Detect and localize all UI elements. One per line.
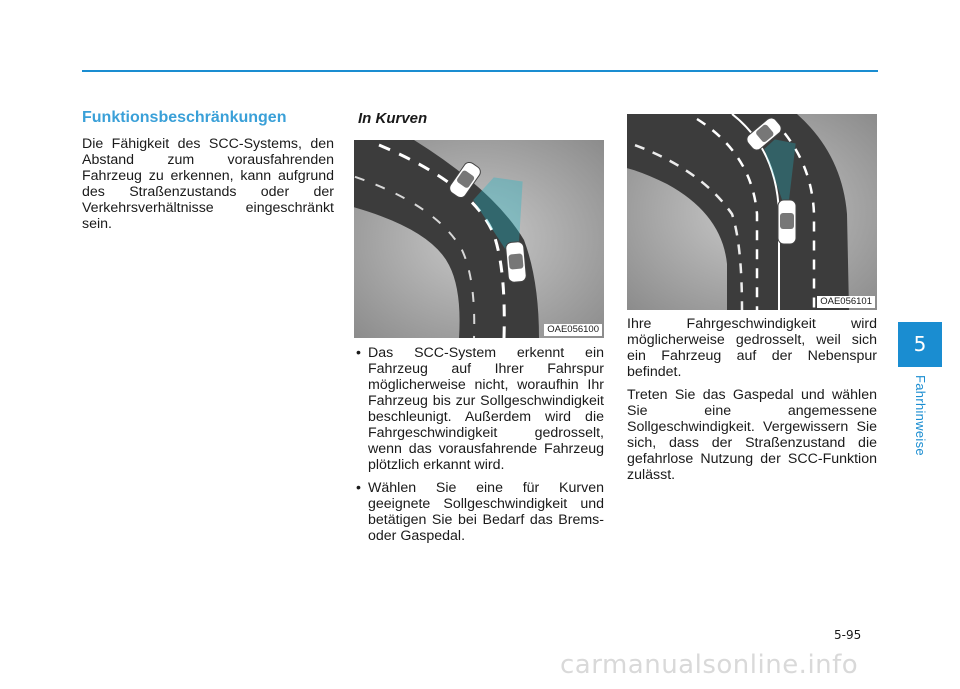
curve-illustration-two-lanes bbox=[627, 114, 877, 310]
section-title: Funktionsbeschränkungen bbox=[82, 109, 287, 126]
list-item: • Wählen Sie eine für Kurven geeignete Sollgeschwindigkeit und betätigen Sie bei Bedarf das Brems- oder Gaspedal. bbox=[354, 480, 604, 544]
bullet-list bbox=[354, 345, 604, 544]
page-number: 5-95 bbox=[834, 628, 862, 642]
figure-code: OAE056100 bbox=[544, 324, 602, 336]
right-column-text bbox=[627, 316, 877, 490]
left-column bbox=[82, 110, 334, 239]
subsection-title: In Kurven bbox=[358, 110, 428, 127]
header-rule bbox=[82, 70, 878, 72]
list-item: • Das SCC-System erkennt ein Fahrzeug auf Ihrer Fahrspur möglicherweise nicht, woraufhin Ihr Fahrzeug bis zur Sollgeschwindigkeit beschleunigt. Außerdem wird die Fahrgeschwindigkeit gedrosselt, wenn das vorausfahrende Fahrzeug plötzlich erkannt wird. bbox=[354, 345, 604, 473]
chapter-label bbox=[898, 370, 942, 460]
middle-column-text bbox=[354, 345, 604, 551]
intro-paragraph: Die Fähigkeit des SCC-Systems, den Abstand zum vorausfahrenden Fahrzeug zu erkennen, kann aufgrund des Straßenzustands oder der Verkehrsverhältnisse eingeschränkt sein. bbox=[82, 136, 334, 232]
curve-illustration-single-lane bbox=[354, 140, 604, 338]
chapter-label-text: Fahrhinweise bbox=[912, 374, 928, 456]
paragraph: Treten Sie das Gaspedal und wählen Sie eine angemessene Sollgeschwindigkeit. Vergewissern Sie sich, dass der Straßenzustand die gefahrlose Nutzung der SCC-Funktion zulässt. bbox=[627, 387, 877, 483]
paragraph: Ihre Fahrgeschwindigkeit wird möglicherweise gedrosselt, weil sich ein Fahrzeug auf der Nebenspur befindet. bbox=[627, 316, 877, 380]
watermark: carmanualsonline.info bbox=[560, 650, 859, 680]
figure-code: OAE056101 bbox=[817, 296, 875, 308]
chapter-number-tab: 5 bbox=[898, 322, 942, 367]
